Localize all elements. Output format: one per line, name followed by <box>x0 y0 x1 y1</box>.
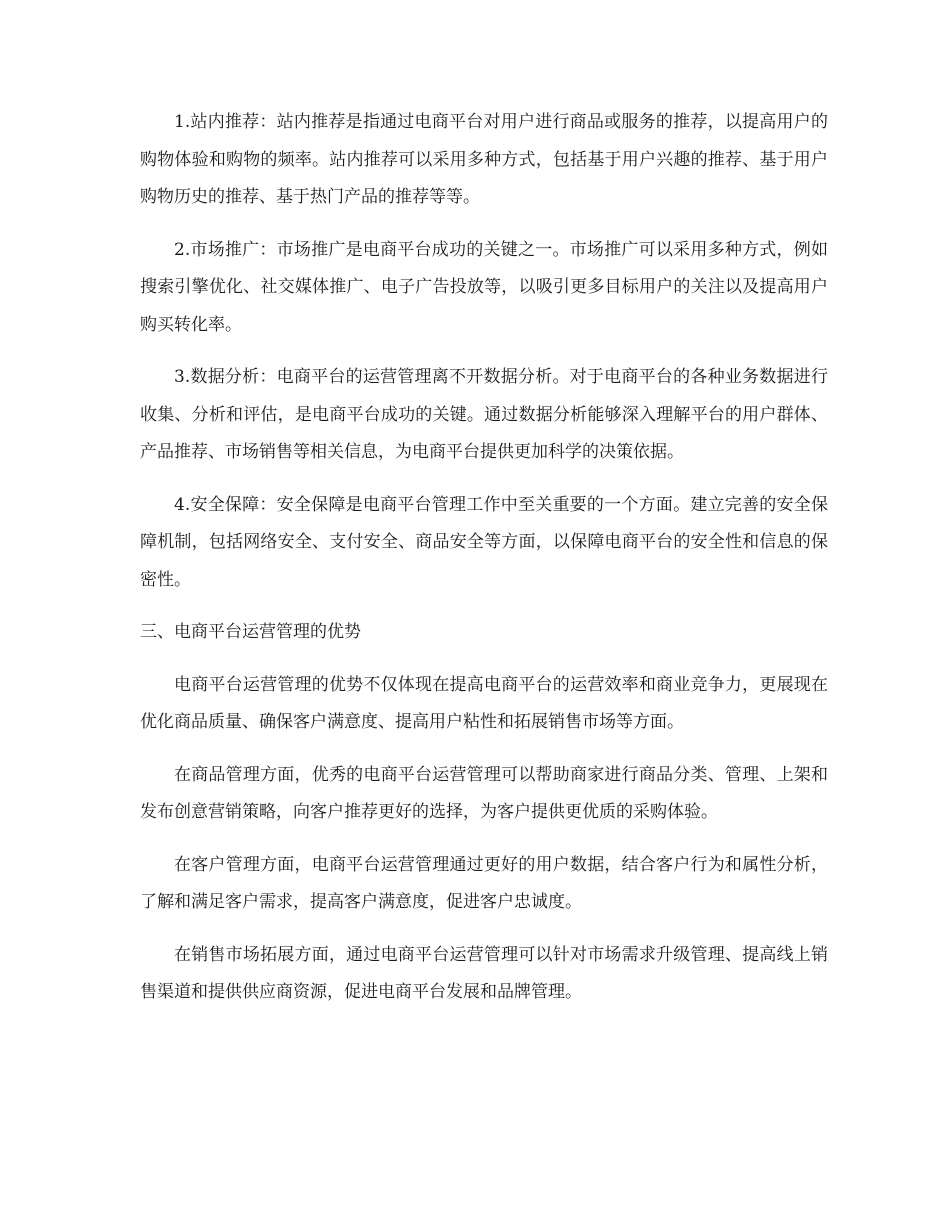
document-body <box>140 104 828 1027</box>
paragraph-product-management: 在商品管理方面，优秀的电商平台运营管理可以帮助商家进行商品分类、管理、上架和发布创意营销策略，向客户推荐更好的选择，为客户提供更优质的采购体验。 <box>140 764 828 822</box>
paragraph-market-expansion: 在销售市场拓展方面，通过电商平台运营管理可以针对市场需求升级管理、提高线上销售渠道和提供供应商资源，促进电商平台发展和品牌管理。 <box>140 944 828 1002</box>
paragraph-customer-management: 在客户管理方面，电商平台运营管理通过更好的用户数据，结合客户行为和属性分析，了解和满足客户需求，提高客户满意度，促进客户忠诚度。 <box>140 854 828 912</box>
paragraph-site-recommendation: 1.站内推荐：站内推荐是指通过电商平台对用户进行商品或服务的推荐，以提高用户的购物体验和购物的频率。站内推荐可以采用多种方式，包括基于用户兴趣的推荐、基于用户购物历史的推荐、基于热门产品的推荐等等。 <box>140 112 828 207</box>
paragraph-market-promotion: 2.市场推广：市场推广是电商平台成功的关键之一。市场推广可以采用多种方式，例如搜索引擎优化、社交媒体推广、电子广告投放等，以吸引更多目标用户的关注以及提高用户购买转化率。 <box>140 239 828 335</box>
paragraph-security: 4.安全保障：安全保障是电商平台管理工作中至关重要的一个方面。建立完善的安全保障机制，包括网络安全、支付安全、商品安全等方面，以保障电商平台的安全性和信息的保密性。 <box>140 494 828 590</box>
paragraph-data-analysis: 3.数据分析：电商平台的运营管理离不开数据分析。对于电商平台的各种业务数据进行收集、分析和评估，是电商平台成功的关键。通过数据分析能够深入理解平台的用户群体、产品推荐、市场销售等相关信息，为电商平台提供更加科学的决策依据。 <box>140 367 828 462</box>
section-heading: 三、电商平台运营管理的优势 <box>140 622 361 642</box>
paragraph-advantages-intro: 电商平台运营管理的优势不仅体现在提高电商平台的运营效率和商业竞争力，更展现在优化商品质量、确保客户满意度、提高用户粘性和拓展销售市场等方面。 <box>140 674 828 732</box>
